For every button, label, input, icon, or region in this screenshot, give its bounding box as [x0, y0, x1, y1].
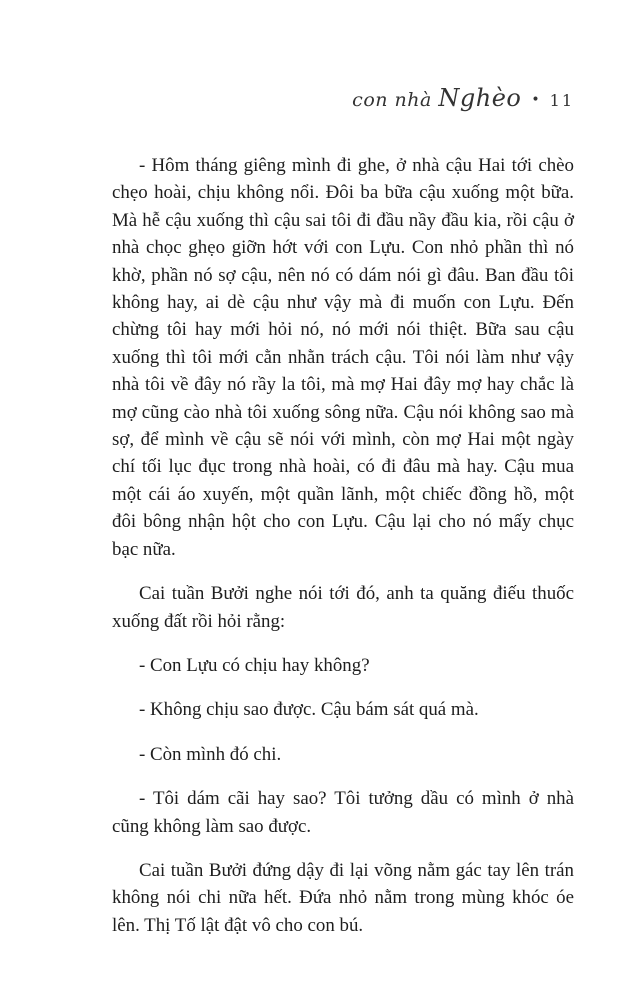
running-header	[352, 84, 574, 112]
book-title-part2: Nghèo	[438, 84, 522, 112]
bullet-separator: •	[531, 92, 540, 108]
paragraph: Cai tuần Bưởi đứng dậy đi lại võng nằm gác tay lên trán không nói chi nữa hết. Đứa nhỏ nằm trong mùng khóc óe lên. Thị Tố lật đật vô cho con bú.	[112, 859, 574, 936]
paragraph: - Hôm tháng giêng mình đi ghe, ở nhà cậu Hai tới chèo chẹo hoài, chịu không nổi. Đôi ba bữa cậu xuống một bữa. Mà hễ cậu xuống thì cậu sai tôi đi đầu nầy đầu kia, rồi cậu ở nhà chọc ghẹo giỡn hớt với con Lựu. Con nhỏ phần thì nó khờ, phần nó sợ cậu, nên nó có dám nói gì đâu. Ban đầu tôi không hay, ai dè cậu như vậy mà đi muốn con Lựu. Đến chừng tôi hay mới hỏi nó, nó mới nói thiệt. Bữa sau cậu xuống thì tôi mới cằn nhằn trách cậu. Tôi nói làm như vậy nhà tôi về đây nó rầy la tôi, mà mợ Hai đây mợ hay chắc là mợ cũng cào nhà tôi xuống sông nữa. Cậu nói không sao mà sợ, để mình về cậu sẽ nói với mình, còn mợ Hai một ngày chí tối lục đục trong nhà hoài, có đi đâu mà hay. Cậu mua một cái áo xuyến, một quần lãnh, một chiếc đồng hồ, một đôi bông nhận hột cho con Lựu. Cậu lại cho nó mấy chục bạc nữa.	[112, 155, 574, 560]
paragraph: - Không chịu sao được. Cậu bám sát quá mà.	[139, 699, 479, 721]
paragraph: - Con Lựu có chịu hay không?	[139, 654, 370, 676]
page-number: 11	[549, 91, 574, 110]
paragraph: - Còn mình đó chi.	[139, 743, 282, 765]
paragraph: - Tôi dám cãi hay sao? Tôi tưởng dầu có mình ở nhà cũng không làm sao được.	[112, 788, 574, 837]
paragraph: Cai tuần Bưởi nghe nói tới đó, anh ta quăng điếu thuốc xuống đất rồi hỏi rằng:	[112, 583, 574, 632]
body-text	[112, 152, 574, 956]
book-title	[352, 84, 521, 112]
book-title-part1: con nhà	[352, 89, 432, 111]
